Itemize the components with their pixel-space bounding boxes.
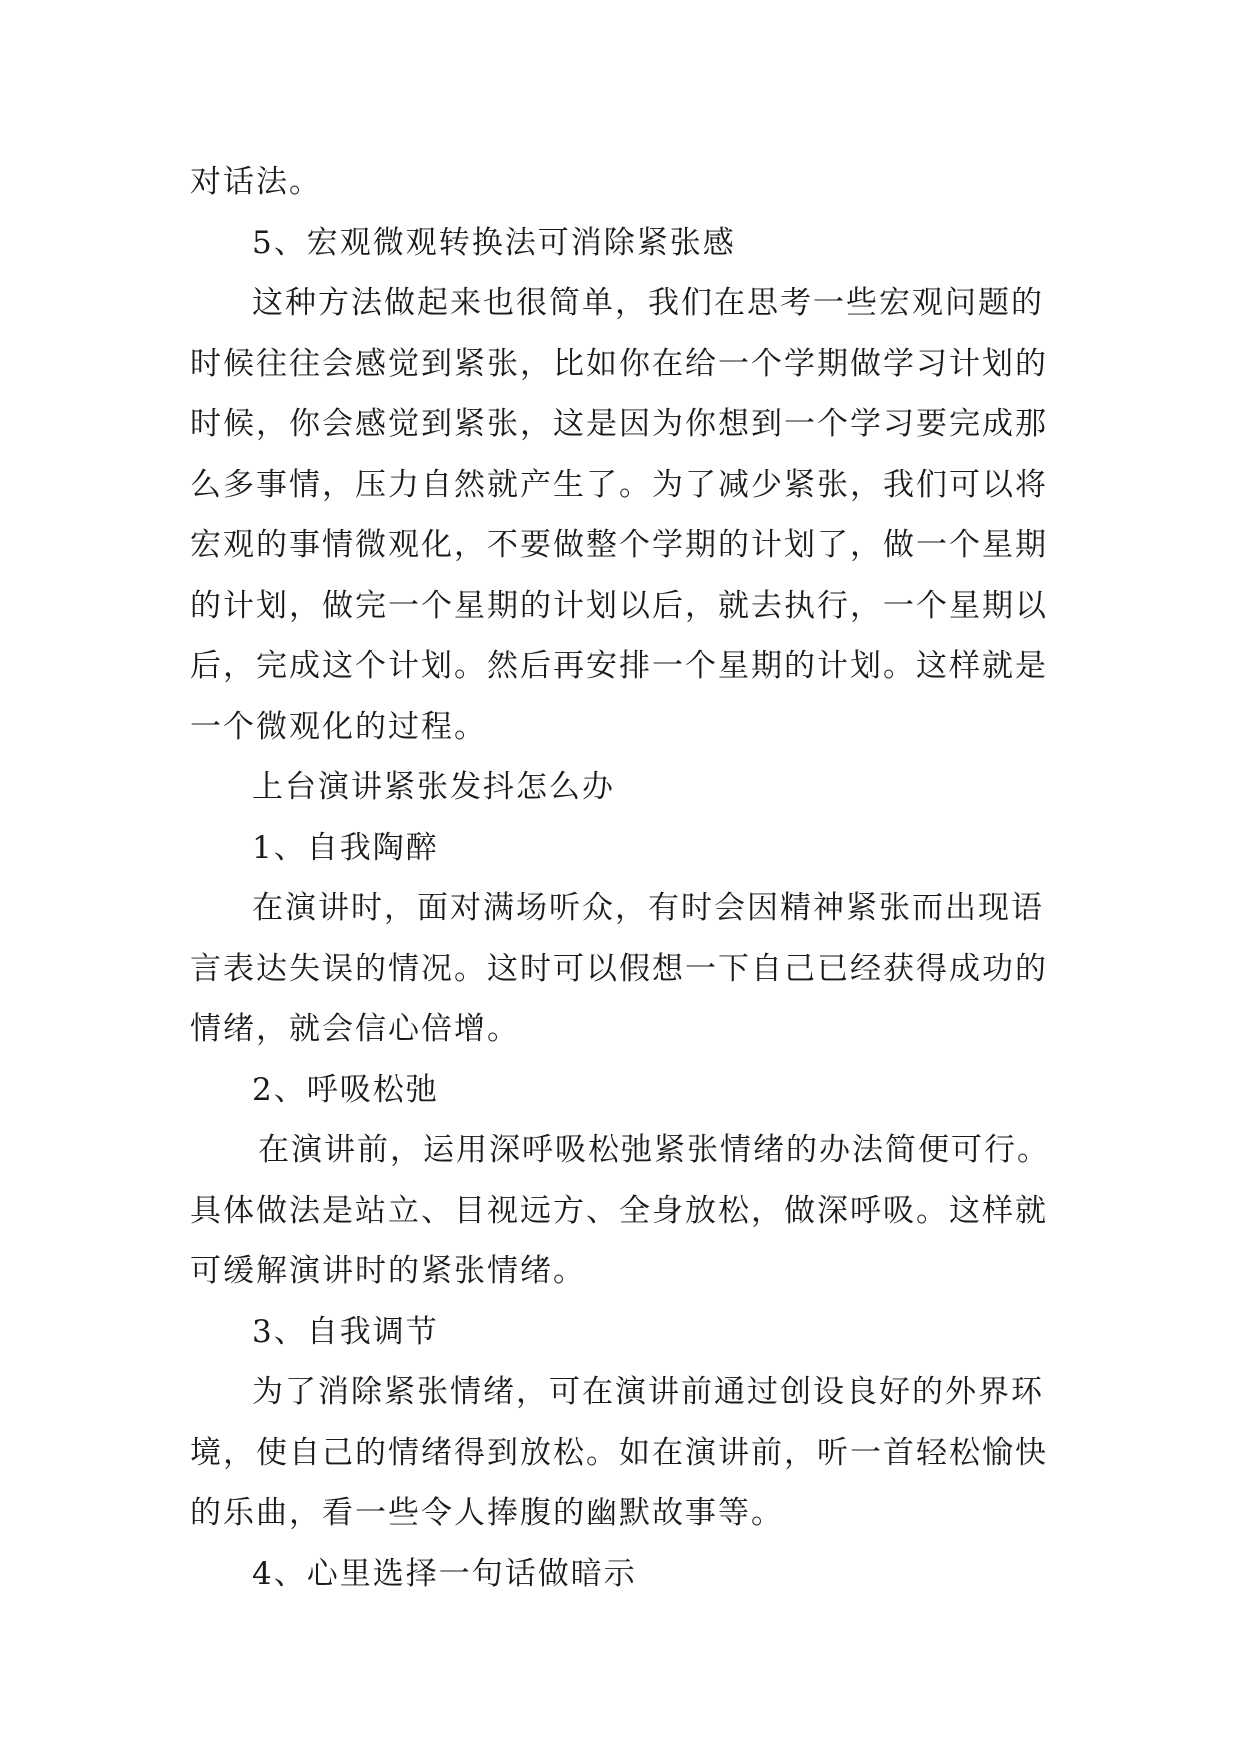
paragraph-line: 宏观的事情微观化，不要做整个学期的计划了，做一个星期 [190,527,1048,563]
paragraph-line: 时候往往会感觉到紧张，比如你在给一个学期做学习计划的 [190,345,1048,382]
paragraph-line: 么多事情，压力自然就产生了。为了减少紧张，我们可以将 [190,466,1048,503]
section-title: 上台演讲紧张发抖怎么办 [252,769,615,805]
section-heading: 3、自我调节 [252,1313,439,1350]
paragraph-line: 境，使自己的情绪得到放松。如在演讲前，听一首轻松愉快 [190,1434,1048,1471]
paragraph-line: 的乐曲，看一些令人捧腹的幽默故事等。 [190,1495,784,1531]
paragraph-line: 具体做法是站立、目视远方、全身放松，做深呼吸。这样就 [190,1192,1048,1229]
paragraph-line: 可缓解演讲时的紧张情绪。 [190,1253,586,1289]
paragraph-line: 言表达失误的情况。这时可以假想一下自己已经获得成功的 [190,950,1048,987]
paragraph-line: 在演讲前，运用深呼吸松弛紧张情绪的办法简便可行。 [258,1132,1050,1168]
paragraph-line: 为了消除紧张情绪，可在演讲前通过创设良好的外界环 [252,1374,1044,1410]
section-heading: 5、宏观微观转换法可消除紧张感 [252,224,736,261]
paragraph-line: 这种方法做起来也很简单，我们在思考一些宏观问题的 [252,285,1044,321]
paragraph-line: 情绪，就会信心倍增。 [190,1011,520,1047]
text-line: 对话法。 [190,164,322,200]
paragraph-line: 一个微观化的过程。 [190,708,487,745]
section-heading: 4、心里选择一句话做暗示 [252,1555,637,1592]
paragraph-line: 后，完成这个计划。然后再安排一个星期的计划。这样就是 [190,648,1048,684]
paragraph-line: 的计划，做完一个星期的计划以后，就去执行，一个星期以 [190,587,1048,624]
paragraph-line: 时候，你会感觉到紧张，这是因为你想到一个学习要完成那 [190,406,1048,442]
section-heading: 2、呼吸松弛 [252,1071,439,1108]
paragraph-line: 在演讲时，面对满场听众，有时会因精神紧张而出现语 [252,890,1044,926]
section-heading: 1、自我陶醉 [252,829,439,866]
document-page [190,152,1070,1604]
